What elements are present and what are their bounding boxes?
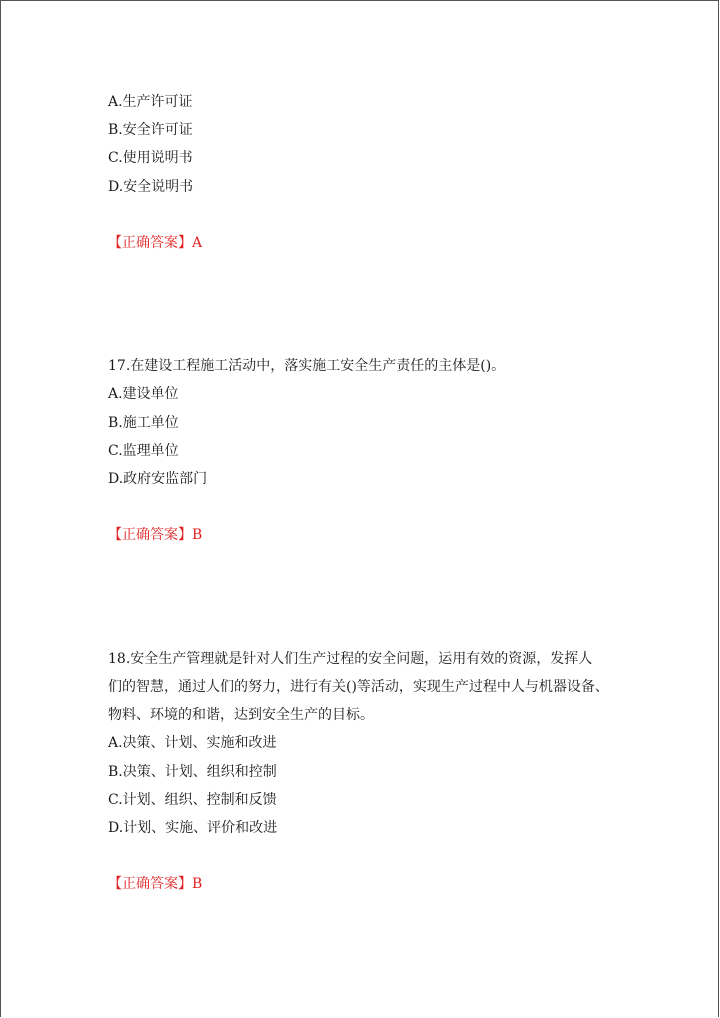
q17-option-d: D.政府安监部门 xyxy=(108,471,208,487)
q17-option-a: A.建设单位 xyxy=(108,386,179,402)
q16-option-b: B.安全许可证 xyxy=(108,122,193,138)
q18-option-a: A.决策、计划、实施和改进 xyxy=(108,735,277,751)
q18-stem-line-1: 18.安全生产管理就是针对人们生产过程的安全问题，运用有效的资源，发挥人 xyxy=(108,651,593,667)
q18-stem-line-2: 们的智慧，通过人们的努力，进行有关()等活动，实现生产过程中人与机器设备、 xyxy=(108,679,609,695)
q17-stem: 17.在建设工程施工活动中，落实施工安全生产责任的主体是()。 xyxy=(108,358,506,374)
q18-option-d: D.计划、实施、评价和改进 xyxy=(108,820,278,836)
q18-answer-value: B xyxy=(192,876,203,892)
q18-option-b: B.决策、计划、组织和控制 xyxy=(108,764,277,780)
q17-answer-label: 【正确答案】 xyxy=(108,527,192,543)
q17-answer xyxy=(108,526,202,544)
q17-option-b: B.施工单位 xyxy=(108,415,179,431)
q18-answer xyxy=(108,875,202,893)
q16-option-a: A.生产许可证 xyxy=(108,94,193,110)
q16-answer-value: A xyxy=(192,235,203,251)
q17-answer-value: B xyxy=(192,527,203,543)
q16-option-c: C.使用说明书 xyxy=(108,150,193,166)
q18-stem-line-3: 物料、环境的和谐，达到安全生产的目标。 xyxy=(108,707,374,723)
q16-answer-label: 【正确答案】 xyxy=(108,235,192,251)
q16-option-d: D.安全说明书 xyxy=(108,179,194,195)
q18-option-c: C.计划、组织、控制和反馈 xyxy=(108,792,277,808)
q17-option-c: C.监理单位 xyxy=(108,443,179,459)
q18-answer-label: 【正确答案】 xyxy=(108,876,192,892)
q16-answer xyxy=(108,234,202,252)
